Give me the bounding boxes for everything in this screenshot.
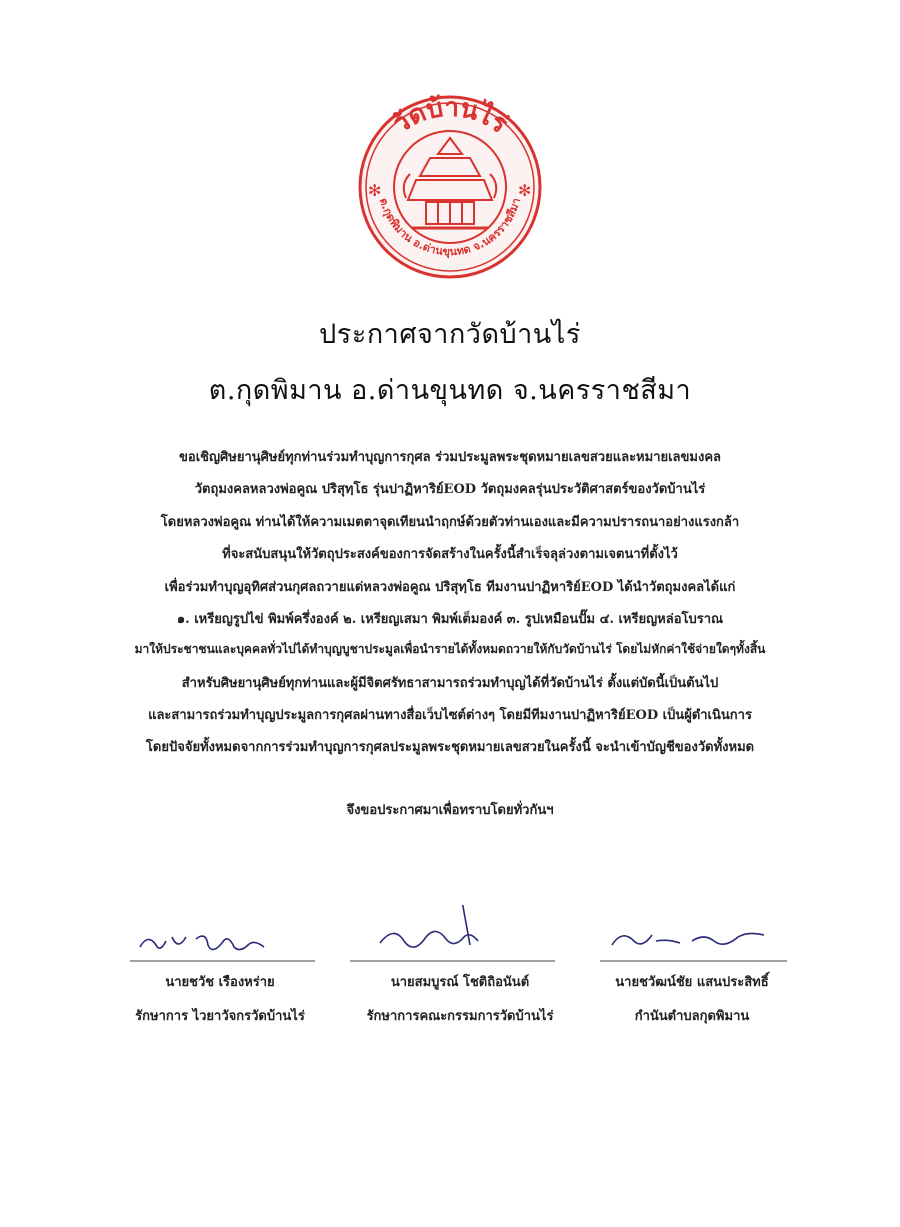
star-icon: ✻ — [518, 181, 532, 200]
star-icon: ✻ — [368, 181, 382, 200]
signatory-name: นายชวัช เรืองหร่าย — [165, 975, 275, 990]
document-title: ประกาศจากวัดบ้านไร่ — [319, 319, 581, 350]
seal-bottom-text: ต.กุดพิมาน อ.ด่านขุนทด จ.นครราชสีมา — [376, 196, 524, 259]
signatory-position: กำนันตำบลกุดพิมาน — [634, 1009, 750, 1024]
document-subtitle: ต.กุดพิมาน อ.ด่านขุนทด จ.นครราชสีมา — [208, 375, 692, 406]
body-line: ที่จะสนับสนุนให้วัตถุประสงค์ของการจัดสร้างในครั้งนี้สำเร็จลุล่วงตามเจตนาที่ตั้งไว้ — [222, 547, 678, 562]
signature-block — [340, 905, 580, 1035]
signatory-name: นายสมบูรณ์ โชติถิอนันต์ — [390, 975, 530, 990]
closing-line: จึงขอประกาศมาเพื่อทราบโดยทั่วกันฯ — [346, 803, 554, 818]
body-line: มาให้ประชาชนและบุคคลทั่วไปได้ทำบุญบูชาประมูลเพื่อนำรายได้ทั้งหมดถวายให้กับวัดบ้านไร่ โดยไม่หักค่าใช้จ่ายใดๆทั้งสิ้น — [134, 642, 766, 656]
body-line: ๑. เหรียญรูปไข่ พิมพ์ครึ่งองค์ ๒. เหรียญเสมา พิมพ์เต็มองค์ ๓. รูปเหมือนปั๊ม ๔. เหรียญหล่อโบราณ — [176, 612, 724, 627]
handwritten-signature — [572, 905, 812, 975]
signatory-position: รักษาการคณะกรรมการวัดบ้านไร่ — [366, 1009, 554, 1024]
seal-top-text: วัดบ้านไร่ — [387, 92, 513, 140]
handwritten-signature — [340, 905, 580, 975]
body-line: และสามารถร่วมทำบุญประมูลการกุศลผ่านทางสื่อเว็บไซต์ต่างๆ โดยมีทีมงานปาฏิหาริย์EOD เป็นผู้ดำเนินการ — [148, 708, 752, 723]
signatory-position: รักษาการ ไวยาวัจกรวัดบ้านไร่ — [135, 1009, 305, 1024]
signatory-name: นายชวัฒน์ชัย แสนประสิทธิ์ — [615, 975, 769, 990]
body-line: สำหรับศิษยานุศิษย์ทุกท่านและผู้มีจิตศรัทธาสามารถร่วมทำบุญได้ที่วัดบ้านไร่ ตั้งแต่บัดนี้เป็นต้นไป — [181, 676, 719, 691]
signature-block — [572, 905, 812, 1035]
body-line: โดยหลวงพ่อคูณ ท่านได้ให้ความเมตตาจุดเทียนนำฤกษ์ด้วยตัวท่านเองและมีความปรารถนาอย่างแรงกล้า — [160, 515, 740, 530]
body-line: วัตถุมงคลหลวงพ่อคูณ ปริสุทฺโธ รุ่นปาฏิหาริย์EOD วัตถุมงคลรุ่นประวัติศาสตร์ของวัดบ้านไร่ — [194, 482, 706, 497]
body-line: โดยปัจจัยทั้งหมดจากการร่วมทำบุญการกุศลประมูลพระชุดหมายเลขสวยในครั้งนี้ จะนำเข้าบัญชีของวัดทั้งหมด — [145, 740, 755, 755]
body-line: เพื่อร่วมทำบุญอุทิศส่วนกุศลถวายแด่หลวงพ่อคูณ ปริสุทฺโธ ทีมงานปาฏิหาริย์EOD ได้นำวัตถุมงคลได้แก่ — [164, 580, 736, 595]
temple-seal — [350, 92, 550, 282]
signature-block — [100, 905, 340, 1035]
body-line: ขอเชิญศิษยานุศิษย์ทุกท่านร่วมทำบุญการกุศล ร่วมประมูลพระชุดหมายเลขสวยและหมายเลขมงคล — [179, 450, 721, 465]
handwritten-signature — [100, 905, 340, 975]
